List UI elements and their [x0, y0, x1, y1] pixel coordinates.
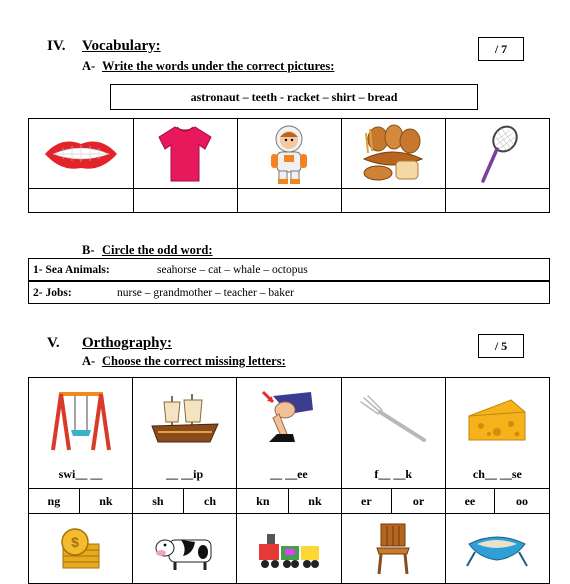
letter-option[interactable]: ee — [445, 489, 494, 514]
cow-icon — [153, 526, 217, 572]
odd-word-category: 1- Sea Animals: — [33, 263, 110, 276]
coins-icon — [59, 524, 103, 572]
picture-cell — [341, 119, 445, 189]
cheese-icon — [467, 398, 527, 444]
teeth-icon — [41, 134, 121, 174]
orthography-item — [29, 514, 133, 584]
answer-cell[interactable] — [237, 189, 341, 213]
answer-cell[interactable] — [341, 189, 445, 213]
bread-icon — [358, 123, 428, 185]
orthography-item — [133, 378, 237, 489]
orthography-part-a-instruction: Choose the correct missing letters: — [102, 354, 286, 368]
orthography-item — [133, 514, 237, 584]
answer-cell[interactable] — [446, 189, 550, 213]
odd-word-category: 2- Jobs: — [33, 286, 72, 299]
shirt-icon — [155, 123, 215, 185]
orthography-item — [237, 378, 341, 489]
section-4-score: / 7 — [478, 37, 524, 61]
train-icon — [253, 526, 325, 572]
boat-icon — [465, 526, 529, 570]
letter-option[interactable]: ch — [183, 489, 236, 514]
picture-cell — [29, 119, 134, 189]
odd-word-options[interactable]: nurse – grandmother – teacher – baker — [117, 286, 294, 299]
missing-letters-blank: ch__ __se — [472, 467, 522, 481]
fork-icon — [358, 394, 428, 444]
section-4-number: IV. — [47, 38, 66, 54]
racket-icon — [475, 123, 521, 185]
orthography-item — [445, 514, 549, 584]
picture-cell — [446, 119, 550, 189]
section-5-score: / 5 — [478, 334, 524, 358]
answer-cell[interactable] — [133, 189, 237, 213]
letter-option[interactable]: nk — [289, 489, 341, 514]
part-b-instruction: Circle the odd word: — [102, 243, 213, 257]
odd-word-options[interactable]: seahorse – cat – whale – octopus — [157, 263, 308, 276]
section-4-title: Vocabulary: — [82, 38, 161, 54]
part-a-letter: A- — [82, 59, 96, 73]
missing-letters-blank: f__ __k — [374, 467, 412, 481]
picture-cell — [133, 119, 237, 189]
orthography-item — [341, 514, 445, 584]
svg-text:$: $ — [70, 534, 79, 550]
orthography-item — [237, 514, 341, 584]
answer-cell[interactable] — [29, 189, 134, 213]
knee-icon — [259, 388, 319, 446]
missing-letters-blank: __ __ee — [270, 467, 308, 481]
orthography-item — [445, 378, 549, 489]
orthography-item — [341, 378, 445, 489]
swing-icon — [51, 390, 111, 452]
orthography-item — [29, 378, 133, 489]
letter-option[interactable]: nk — [79, 489, 132, 514]
astronaut-icon — [266, 123, 312, 185]
letter-option[interactable]: er — [341, 489, 392, 514]
section-5-number: V. — [47, 335, 60, 351]
ship-icon — [150, 392, 220, 448]
letter-option[interactable]: sh — [133, 489, 184, 514]
part-b-letter: B- — [82, 243, 95, 257]
missing-letters-blank: __ __ip — [166, 467, 204, 481]
letter-option[interactable]: ng — [29, 489, 80, 514]
picture-cell — [237, 119, 341, 189]
orthography-table — [28, 377, 550, 584]
letter-option[interactable]: oo — [495, 489, 550, 514]
section-5-title: Orthography: — [82, 335, 172, 351]
letter-option[interactable]: kn — [237, 489, 289, 514]
vocabulary-picture-table — [28, 118, 550, 213]
odd-word-row — [28, 281, 550, 304]
chair-icon — [373, 522, 413, 574]
orthography-part-a-letter: A- — [82, 354, 96, 368]
part-a-instruction: Write the words under the correct pictures: — [102, 59, 335, 73]
letter-option[interactable]: or — [392, 489, 446, 514]
word-bank: astronaut – teeth - racket – shirt – bread — [110, 84, 478, 110]
odd-word-row — [28, 258, 550, 281]
missing-letters-blank: swi__ __ — [58, 467, 103, 481]
